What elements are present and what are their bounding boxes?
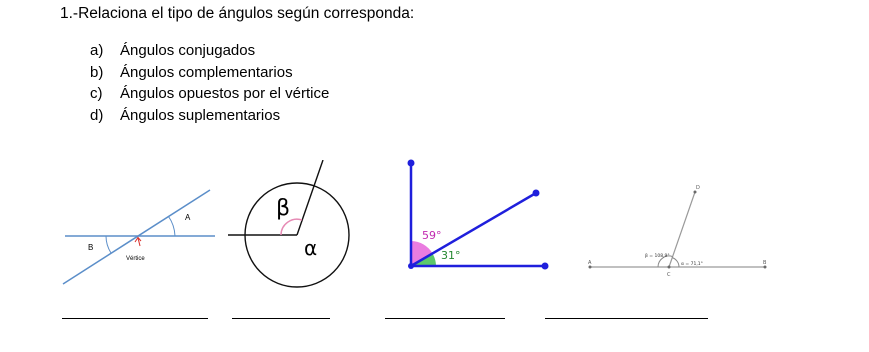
option-text: Ángulos conjugados xyxy=(120,42,256,59)
label-59: 59° xyxy=(422,229,442,242)
option-text: Ángulos complementarios xyxy=(120,63,293,81)
transversal-line xyxy=(63,190,210,284)
options-list xyxy=(90,40,329,126)
endpoint-dot xyxy=(542,263,549,270)
figure-supplementary-angles xyxy=(585,180,775,285)
label-d: D xyxy=(696,185,700,191)
answer-blank-2[interactable] xyxy=(232,318,330,319)
option-letter: c) xyxy=(90,85,103,102)
label-alpha-value: α = 71,1° xyxy=(681,262,703,267)
option-letter: a) xyxy=(90,42,104,59)
angle-arc-a xyxy=(168,216,175,236)
option-d xyxy=(90,105,329,127)
option-letter: d) xyxy=(90,106,104,124)
exercise-title: 1.-Relaciona el tipo de ángulos según corresponda: xyxy=(60,5,415,22)
alpha-arc xyxy=(672,258,679,267)
option-c xyxy=(90,83,329,105)
label-b: B xyxy=(88,243,94,252)
point-c-dot xyxy=(668,266,671,269)
label-a: A xyxy=(185,213,191,222)
option-text: Ángulos opuestos por el vértice xyxy=(120,85,330,102)
option-a xyxy=(90,40,329,62)
option-text: Ángulos suplementarios xyxy=(120,106,281,124)
label-vertex: Vértice xyxy=(126,256,145,262)
label-beta-value: β = 108,9° xyxy=(645,254,670,259)
figure-opposite-angles xyxy=(60,180,220,290)
answer-blank-4[interactable] xyxy=(545,318,708,319)
endpoint-dot xyxy=(408,160,415,167)
label-31: 31° xyxy=(441,249,461,262)
label-c: C xyxy=(667,272,671,278)
figure-complementary-angles xyxy=(395,155,555,275)
label-beta: β xyxy=(276,196,291,221)
answer-blank-3[interactable] xyxy=(385,318,505,319)
label-a: A xyxy=(588,260,592,266)
label-b: B xyxy=(763,260,767,266)
label-alpha: α xyxy=(304,236,318,260)
ray-slanted xyxy=(297,160,323,235)
answer-blank-1[interactable] xyxy=(62,318,208,319)
vertex-dot xyxy=(408,263,414,269)
endpoint-dot xyxy=(533,190,540,197)
option-b xyxy=(90,62,329,84)
figure-conjugate-angles xyxy=(228,160,380,295)
slanted-line xyxy=(669,192,695,267)
beta-arc xyxy=(281,219,302,235)
angle-arc-b xyxy=(106,236,111,253)
option-letter: b) xyxy=(90,63,104,81)
